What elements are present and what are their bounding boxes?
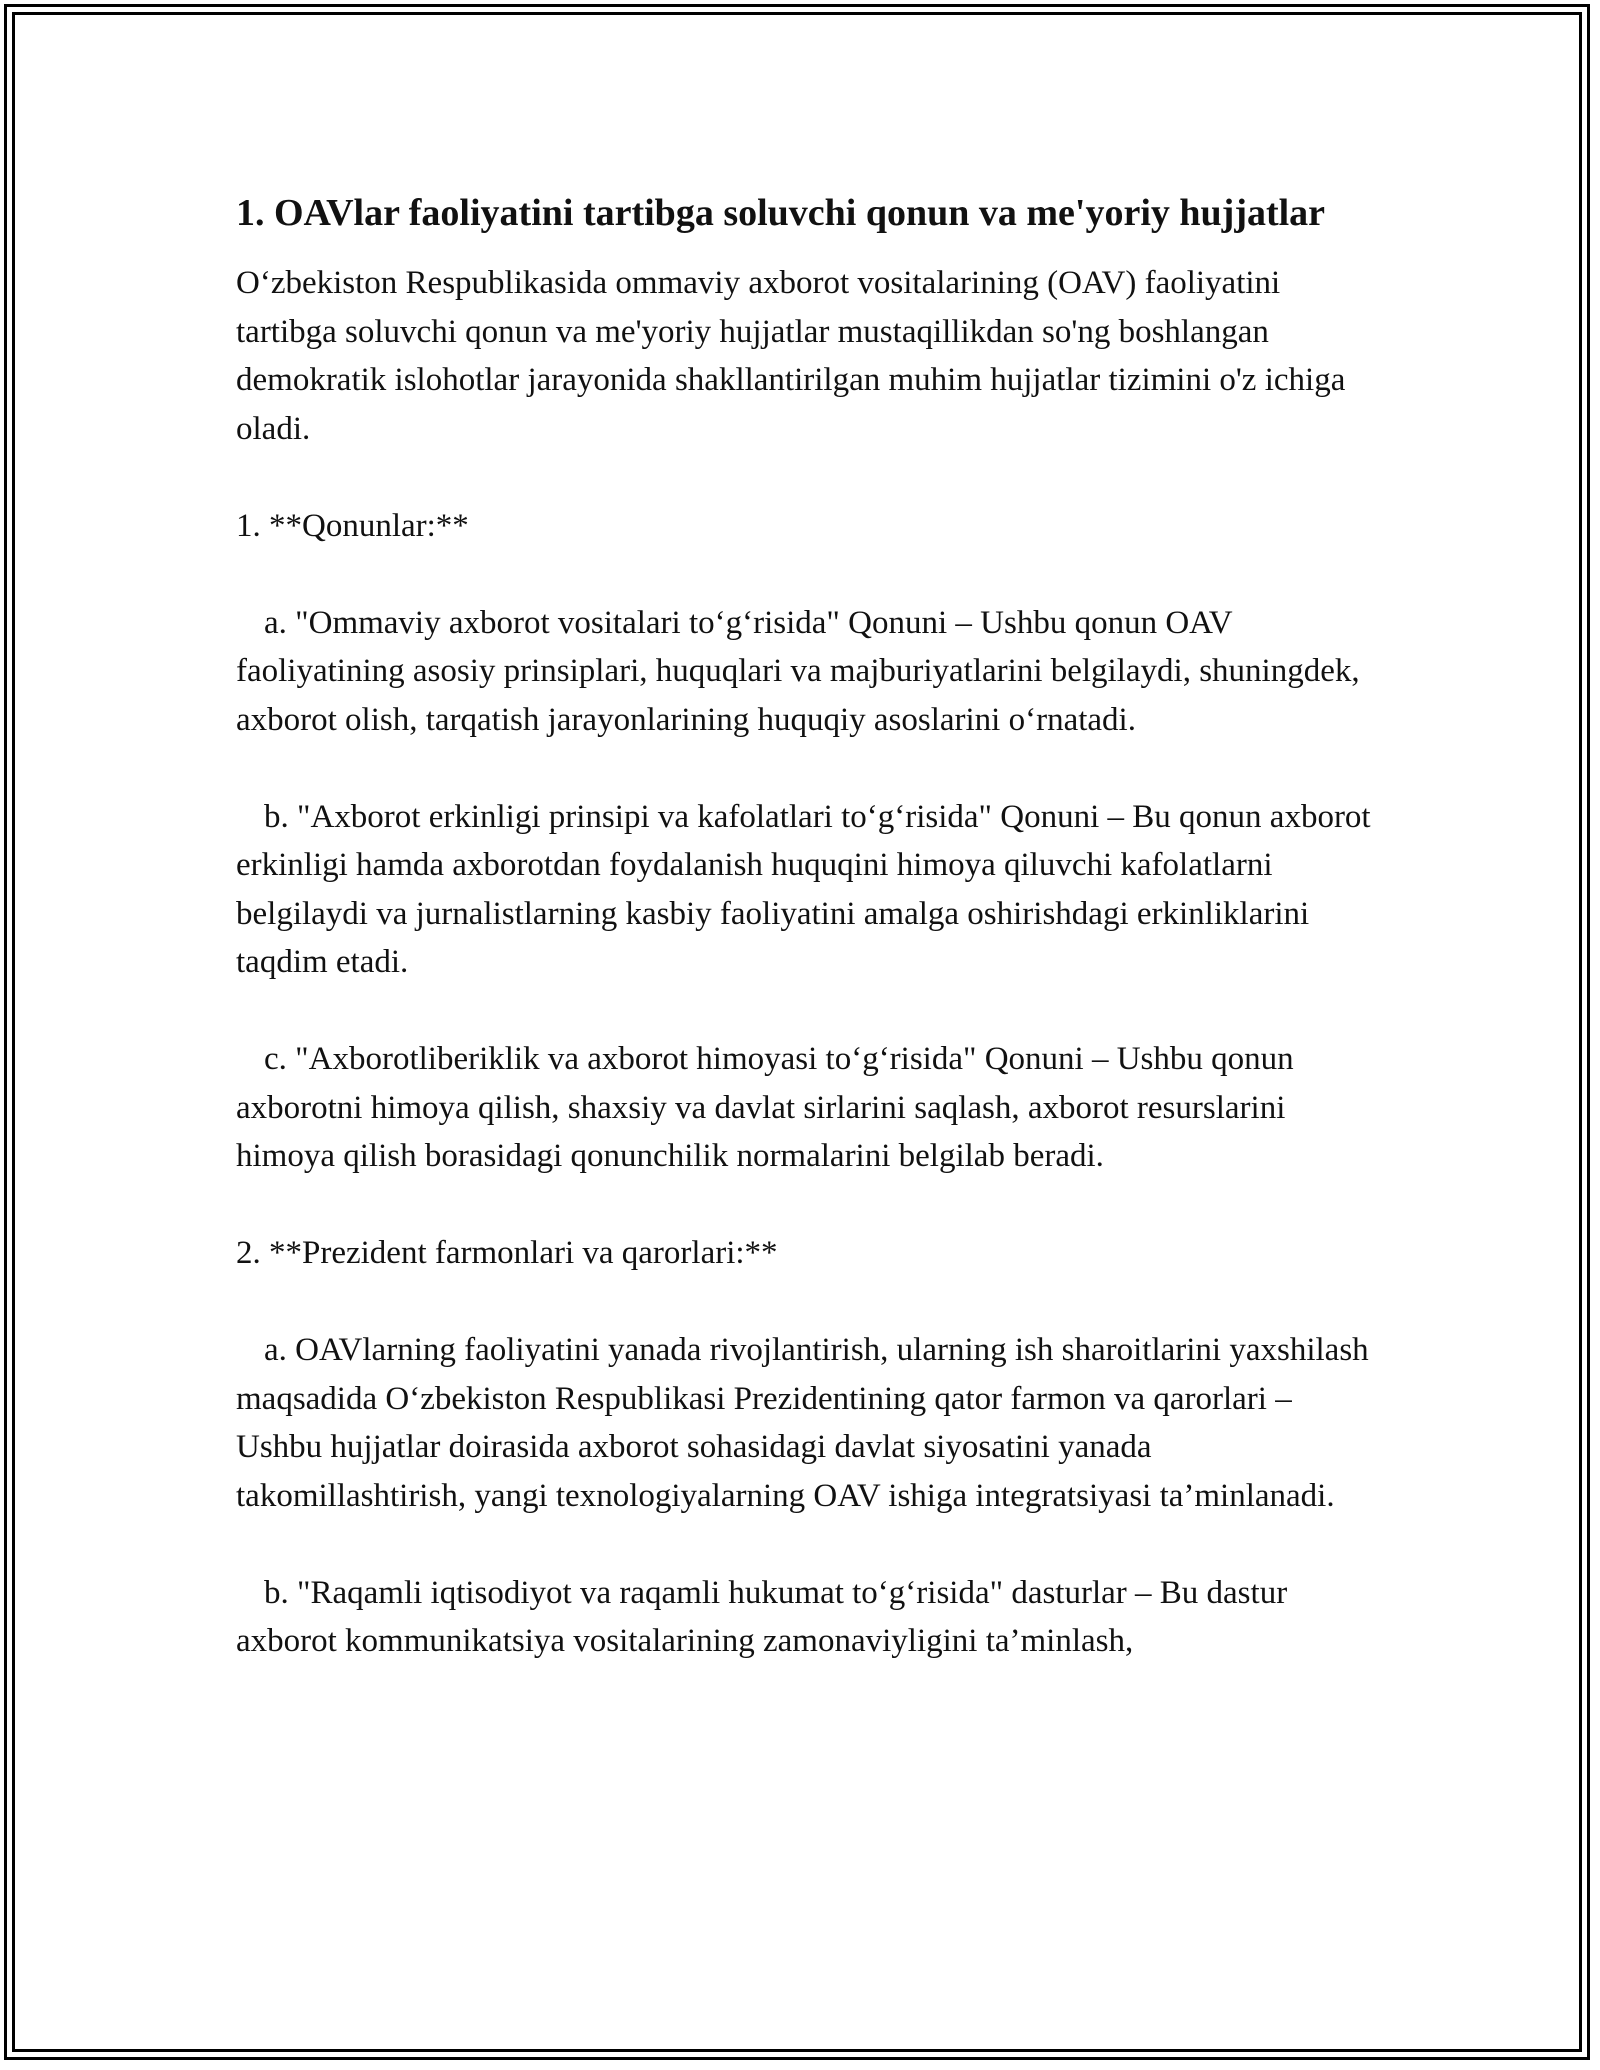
spacer	[236, 453, 1376, 502]
spacer	[236, 1181, 1376, 1230]
spacer	[236, 744, 1376, 793]
spacer	[236, 1520, 1376, 1569]
law-item-a: a. "Ommaviy axborot vositalari to‘g‘risida" Qonuni – Ushbu qonun OAV faoliyatining asosiy prinsiplari, huquqlari va majburiyatlarini belgilaydi, shuningdek, axborot olish, tarqatish jarayonlarining huquqiy asoslarini o‘rnatadi.	[236, 604, 1360, 738]
section-heading: 1. OAVlar faoliyatini tartibga soluvchi qonun va me'yoriy hujjatlar	[236, 192, 1326, 234]
laws-section-title: 1. **Qonunlar:**	[236, 507, 469, 544]
spacer	[236, 550, 1376, 599]
decree-item-b: b. "Raqamli iqtisodiyot va raqamli hukumat to‘g‘risida" dasturlar – Bu dastur axborot kommunikatsiya vositalarining zamonaviyligini ta’minlash,	[236, 1574, 1288, 1659]
law-item-c: c. "Axborotliberiklik va axborot himoyasi to‘g‘risida" Qonuni – Ushbu qonun axborotni himoya qilish, shaxsiy va davlat sirlarini saqlash, axborot resurslarini himoya qilish borasidagi qonunchilik normalarini belgilab beradi.	[236, 1041, 1294, 1174]
decrees-section-title: 2. **Prezident farmonlari va qarorlari:**	[236, 1235, 778, 1271]
decree-item-a: a. OAVlarning faoliyatini yanada rivojlantirish, ularning ish sharoitlarini yaxshilash maqsadida O‘zbekiston Respublikasi Prezidentining qator farmon va qarorlari – Ushbu hujjatlar doirasida axborot sohasidagi davlat siyosatini yanada takomillashtirish, yangi texnologiyalarning OAV ishiga integratsiyasi ta’minlanadi.	[236, 1332, 1369, 1514]
spacer	[236, 1278, 1376, 1327]
spacer	[236, 987, 1376, 1036]
intro-paragraph: O‘zbekiston Respublikasida ommaviy axborot vositalarining (OAV) faoliyatini tartibga soluvchi qonun va me'yoriy hujjatlar mustaqillikdan so'ng boshlangan demokratik islohotlar jarayonida shakllantirilgan muhim hujjatlar tizimini o'z ichiga oladi.	[236, 265, 1346, 447]
law-item-b: b. "Axborot erkinligi prinsipi va kafolatlari to‘g‘risida" Qonuni – Bu qonun axborot erkinligi hamda axborotdan foydalanish huquqini himoya qiluvchi kafolatlarni belgilaydi va jurnalistlarning kasbiy faoliyatini amalga oshirishdagi erkinliklarini taqdim etadi.	[236, 798, 1371, 980]
document-body	[236, 186, 1376, 1666]
